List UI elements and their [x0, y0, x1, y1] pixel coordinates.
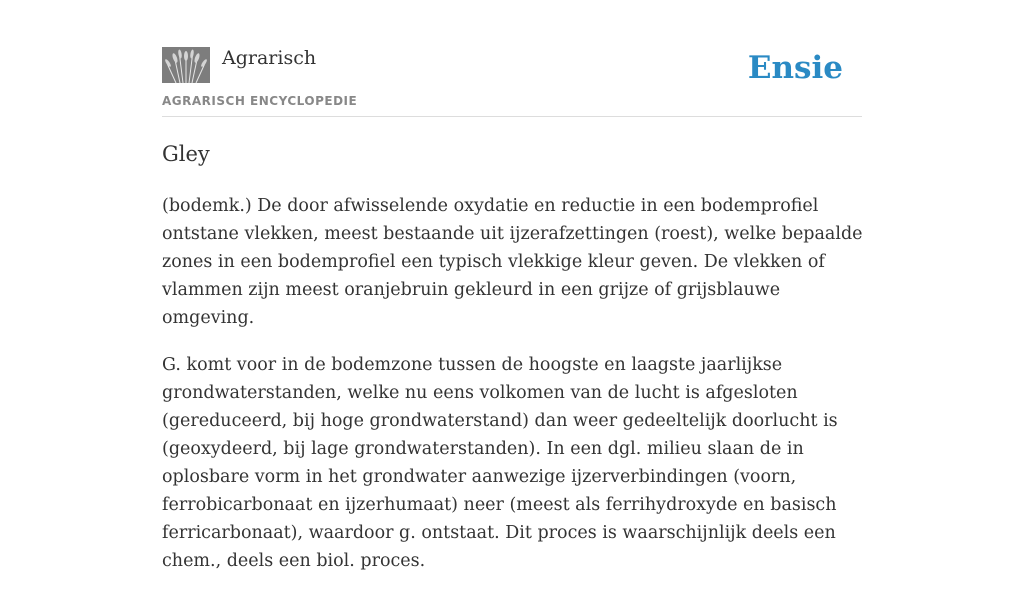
- article-content: [162, 138, 866, 594]
- article-paragraph-1: (bodemk.) De door afwisselende oxydatie en reductie in een bodemprofiel ontstane vlekken, meest bestaande uit ijzerafzettingen (roest), welke bepaalde zones in een bodemprofiel een typisch vlekkige kleur geven. De vlekken of vlammen zijn meest oranjebruin gekleurd in een grijze of grijsblauwe omgeving.: [162, 196, 863, 328]
- category-link[interactable]: Agrarisch: [222, 47, 317, 69]
- article-title: Gley: [162, 142, 210, 166]
- encyclopedia-subtitle: AGRARISCH ENCYCLOPEDIE: [162, 94, 358, 108]
- wheat-icon[interactable]: [162, 47, 210, 83]
- site-header: [162, 46, 862, 117]
- article-paragraph-2: G. komt voor in de bodemzone tussen de hoogste en laagste jaarlijkse grondwaterstanden, welke nu eens volkomen van de lucht is afgesloten (gereduceerd, bij hoge grondwaterstand) dan weer gedeeltelijk doorlucht is (geoxydeerd, bij lage grondwaterstanden). In een dgl. milieu slaan de in oplosbare vorm in het grondwater aanwezige ijzerverbindingen (voorn, ferrobicarbonaat en ijzerhumaat) neer (meest als ferrihydroxyde en basisch ferricarbonaat), waardoor g. ontstaat. Dit proces is waarschijnlijk deels een chem., deels een biol. proces.: [162, 355, 838, 571]
- brand-logo-link[interactable]: Ensie: [747, 50, 843, 86]
